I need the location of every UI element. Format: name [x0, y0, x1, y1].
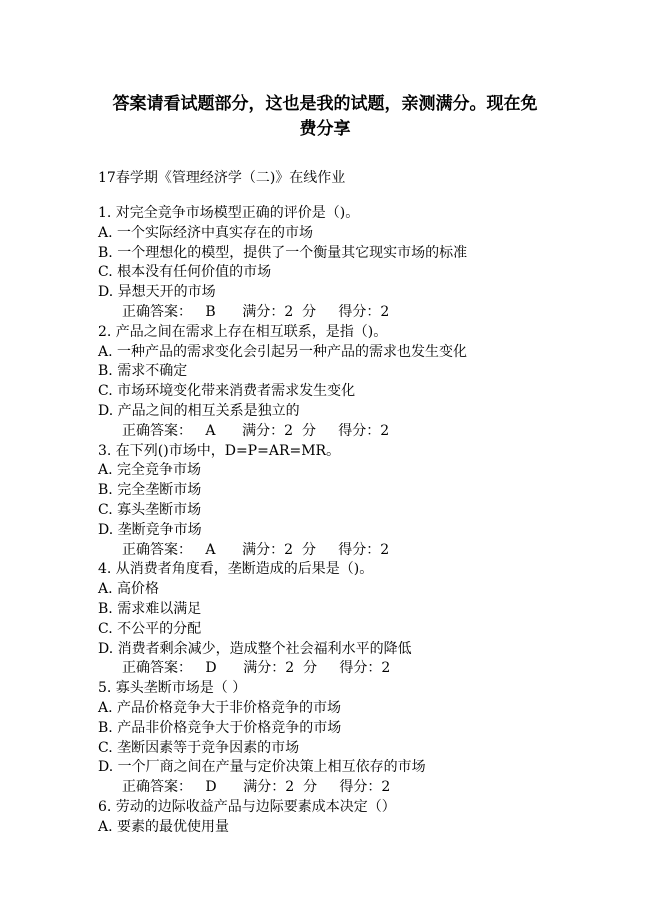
option-a: A. 一种产品的需求变化会引起另一种产品的需求也发生变化 [98, 343, 468, 360]
title-line-2: 费分享 [299, 119, 351, 139]
option-b: B. 完全垄断市场 [98, 482, 202, 499]
option-b: B. 产品非价格竞争大于价格竞争的市场 [98, 719, 342, 736]
question-text: 2. 产品之间在需求上存在相互联系，是指（)。 [98, 323, 388, 340]
document-title [60, 92, 590, 142]
option-b: B. 一个理想化的模型，提供了一个衡量其它现实市场的标准 [98, 244, 468, 261]
option-d: D. 垄断竞争市场 [98, 521, 202, 538]
answer-line: 正确答案： A 满分：2 分 得分：2 [122, 541, 390, 558]
title-line-1: 答案请看试题部分，这也是我的试题，亲测满分。现在免 [112, 94, 538, 114]
option-a: A. 一个实际经济中真实存在的市场 [98, 224, 314, 241]
answer-line: 正确答案： B 满分：2 分 得分：2 [122, 303, 390, 320]
option-a: A. 高价格 [98, 581, 160, 598]
option-d: D. 产品之间的相互关系是独立的 [98, 402, 300, 419]
question-text: 5. 寡头垄断市场是（ ） [98, 680, 247, 697]
question-list [98, 204, 618, 838]
option-a: A. 完全竞争市场 [98, 462, 202, 479]
option-a: A. 要素的最优使用量 [98, 818, 230, 835]
answer-line: 正确答案： D 满分：2 分 得分：2 [122, 779, 391, 796]
option-d: D. 一个厂商之间在产量与定价决策上相互依存的市场 [98, 759, 426, 776]
question-text: 1. 对完全竞争市场模型正确的评价是（)。 [98, 205, 360, 221]
question-text: 3. 在下列()市场中，D=P=AR=MR。 [98, 442, 341, 459]
question-text: 4. 从消费者角度看，垄断造成的后果是（)。 [98, 561, 374, 578]
option-c: C. 市场环境变化带来消费者需求发生变化 [98, 383, 356, 400]
assignment-subtitle: 17春学期《管理经济学（二)》在线作业 [98, 170, 346, 186]
option-c: C. 不公平的分配 [98, 620, 202, 637]
option-b: B. 需求不确定 [98, 363, 188, 380]
option-c: C. 根本没有任何价值的市场 [98, 264, 272, 281]
option-a: A. 产品价格竞争大于非价格竞争的市场 [98, 699, 342, 716]
question-text: 6. 劳动的边际收益产品与边际要素成本决定（） [98, 798, 396, 815]
option-d: D. 异想天开的市场 [98, 284, 216, 301]
option-b: B. 需求难以满足 [98, 600, 202, 617]
option-c: C. 寡头垄断市场 [98, 501, 202, 518]
answer-line: 正确答案： D 满分：2 分 得分：2 [122, 660, 391, 677]
answer-line: 正确答案： A 满分：2 分 得分：2 [122, 422, 390, 439]
option-c: C. 垄断因素等于竞争因素的市场 [98, 739, 300, 756]
option-d: D. 消费者剩余减少，造成整个社会福利水平的降低 [98, 640, 412, 657]
